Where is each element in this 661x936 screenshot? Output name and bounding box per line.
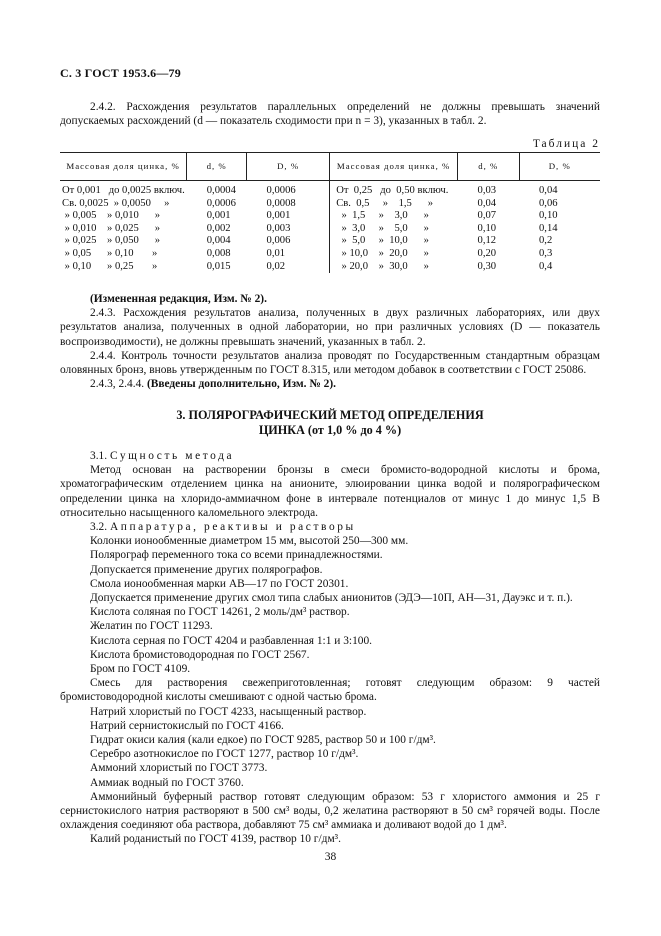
cell-range: » 0,010 » 0,025 » (62, 222, 160, 234)
cell-D: 0,04 (539, 185, 558, 196)
table-row (60, 235, 600, 248)
paragraph-2-4-2 (60, 100, 600, 128)
cell-range: » 0,025 » 0,050 » (62, 235, 160, 247)
cell-d: 0,03 (477, 185, 497, 196)
cell-d: 0,004 (206, 235, 231, 247)
table-row (60, 261, 600, 274)
cell-d: 0,0004 (206, 185, 236, 196)
list-item: Серебро азотнокислое по ГОСТ 1277, раствор 10 г/дм³. (90, 748, 359, 761)
amendment-note: (Измененная редакция, Изм. № 2). (90, 293, 267, 305)
cell-d: 0,30 (477, 260, 497, 272)
subsection-3-2-heading (60, 520, 600, 534)
list-item: Кислота соляная по ГОСТ 14261, 2 моль/дм³ раствор. (90, 606, 350, 619)
amendment-note-2: (Введены дополнительно, Изм. № 2). (146, 378, 336, 391)
table-row (60, 248, 600, 261)
cell-d: 0,015 (206, 260, 231, 272)
cell-d: 0,12 (477, 235, 497, 247)
col-header-D-2: D, % (519, 153, 600, 181)
table-header-row (60, 153, 600, 181)
list-item: Кислота бромистоводородная по ГОСТ 2567. (90, 648, 310, 661)
section-title-line-1: 3. ПОЛЯРОГРАФИЧЕСКИЙ МЕТОД ОПРЕДЕЛЕНИЯ (176, 408, 484, 422)
page-number: 38 (324, 851, 337, 863)
cell-D: 0,01 (247, 248, 330, 261)
cell-d: 0,001 (206, 210, 231, 222)
list-item: Аммоний хлористый по ГОСТ 3773. (90, 762, 268, 775)
cell-range: От 0,25 до 0,50 включ. (336, 185, 449, 196)
cell-range: » 1,5 » 3,0 » (336, 210, 429, 222)
cell-D: 0,006 (247, 235, 330, 248)
cell-range: От 0,001 до 0,0025 включ. (62, 185, 185, 196)
cell-D: 0,14 (539, 222, 558, 234)
section-3-body (60, 449, 600, 847)
subsection-title: Аппаратура, реактивы и растворы (109, 521, 356, 534)
table-row (60, 181, 600, 198)
list-item: Калий роданистый по ГОСТ 4139, раствор 10 г/дм³. (90, 833, 341, 846)
table-row (60, 210, 600, 223)
cell-range: » 10,0 » 20,0 » (336, 247, 429, 259)
cell-range: » 5,0 » 10,0 » (336, 235, 429, 247)
list-item: Аммиак водный по ГОСТ 3760. (90, 776, 244, 789)
cell-d: 0,008 (206, 247, 231, 259)
after-table-block (60, 292, 600, 391)
list-item: Полярограф переменного тока со всеми принадлежностями. (90, 549, 383, 562)
cell-range: » 0,005 » 0,010 » (62, 210, 160, 222)
cell-d: 0,20 (477, 247, 497, 259)
cell-D: 0,001 (247, 210, 330, 223)
list-item: Кислота серная по ГОСТ 4204 и разбавленная 1:1 и 3:100. (90, 634, 373, 647)
paragraph-2-4-4: 2.4.4. Контроль точности результатов анализа проводят по Государственным стандартным образцам оловянных бронз, вновь утвержденным по ГОСТ 8.315, или методом добавок в соответствии с ГОСТ 25086. (60, 349, 600, 377)
table-2 (60, 152, 600, 273)
section-title-line-2: ЦИНКА (от 1,0 % до 4 %) (258, 423, 402, 437)
list-item: Натрий хлористый по ГОСТ 4233, насыщенный раствор. (90, 705, 367, 718)
subsection-number: 3.2. (90, 521, 110, 534)
cell-D: 0,003 (247, 223, 330, 236)
list-item: Допускается применение других смол типа слабых анионитов (ЭДЭ—10П, АН—31, Дауэкс и т. п.). (90, 592, 573, 605)
cell-d: 0,002 (206, 222, 231, 234)
subsection-3-1-heading (60, 449, 600, 463)
list-item: Смола ионообменная марки АВ—17 по ГОСТ 20301. (90, 577, 349, 590)
list-item: Бром по ГОСТ 4109. (90, 663, 191, 676)
col-header-D: D, % (247, 153, 330, 181)
cell-d: 0,0006 (206, 197, 236, 209)
list-item: Допускается применение других полярографов. (90, 563, 323, 576)
cell-D: 0,02 (247, 261, 330, 274)
cell-range: » 0,05 » 0,10 » (62, 247, 158, 259)
cell-range: Св. 0,0025 » 0,0050 » (62, 197, 170, 209)
list-item: Аммонийный буферный раствор готовят следующим образом: 53 г хлористого аммония и 25 г сернистокислого натрия растворяют в 500 см³ воды, 0,2 желатина растворяют в 50 см³ горячей воды. После охлаждения соединяют оба раствора, добавляют 75 см³ аммиака и доливают водой до 1 дм³. (60, 790, 600, 832)
cell-d: 0,07 (477, 210, 497, 222)
cell-range: » 3,0 » 5,0 » (336, 222, 429, 234)
table-row (60, 223, 600, 236)
table-caption: Таблица 2 (532, 138, 600, 150)
cell-D: 0,0008 (247, 198, 330, 211)
col-header-d: d, % (187, 153, 247, 181)
cell-d: 0,04 (477, 197, 497, 209)
cell-D: 0,2 (539, 235, 553, 247)
cell-range: Св. 0,5 » 1,5 » (336, 197, 434, 209)
table-row (60, 198, 600, 211)
list-item: Желатин по ГОСТ 11293. (90, 620, 213, 633)
cell-D: 0,06 (539, 197, 558, 209)
cell-d: 0,10 (477, 222, 497, 234)
col-header-mass: Массовая доля цинка, % (60, 153, 187, 181)
section-3-title (60, 408, 600, 438)
subsection-number: 3.1. (90, 450, 110, 462)
paragraph-number: 2.4.3, 2.4.4. (90, 378, 147, 391)
paragraph-text: 2.4.2. Расхождения результатов параллельных определений не должны превышать значений допускаемых расхождений (d — показатель сходимости при n = 3), указанных в табл. 2. (60, 101, 600, 128)
cell-D: 0,4 (539, 260, 553, 272)
col-header-mass-2: Массовая доля цинка, % (330, 153, 458, 181)
list-item: Смесь для растворения свежеприготовленная; готовят следующим образом: 9 частей бромистоводородной кислоты смешивают с одной частью брома. (60, 677, 600, 704)
list-item: Гидрат окиси калия (кали едкое) по ГОСТ 9285, раствор 50 и 100 г/дм³. (90, 734, 436, 747)
col-header-d-2: d, % (458, 153, 519, 181)
cell-D: 0,0006 (247, 181, 330, 198)
cell-range: » 0,10 » 0,25 » (62, 260, 158, 272)
paragraph-2-4-3: 2.4.3. Расхождения результатов анализа, полученных в двух различных лабораториях, или двух результатов анализа, полученных в одной лаборатории, но при различных условиях (D — показатель воспроизводимости), не должны превышать значений, указанных в табл. 2. (60, 307, 600, 348)
cell-D: 0,10 (539, 210, 558, 222)
subsection-3-1-text: Метод основан на растворении бронзы в смеси бромисто-водородной кислоты и брома, хроматографическим отделением цинка на анионите, элюировании цинка водой и полярографическом определении цинка на хлоридо-аммиачном фоне в интервале потенциалов от минус 1 до минус 1,5 В относительно насыщенного каломельного электрода. (60, 464, 600, 519)
cell-range: » 20,0 » 30,0 » (336, 260, 429, 272)
paragraph-2-4-3-2-4-4 (60, 377, 600, 391)
cell-D: 0,3 (539, 247, 553, 259)
list-item: Колонки ионообменные диаметром 15 мм, высотой 250—300 мм. (90, 535, 409, 548)
page-header: С. 3 ГОСТ 1953.6—79 (60, 66, 181, 80)
subsection-title: Сущность метода (109, 450, 235, 462)
list-item: Натрий сернистокислый по ГОСТ 4166. (90, 719, 284, 732)
